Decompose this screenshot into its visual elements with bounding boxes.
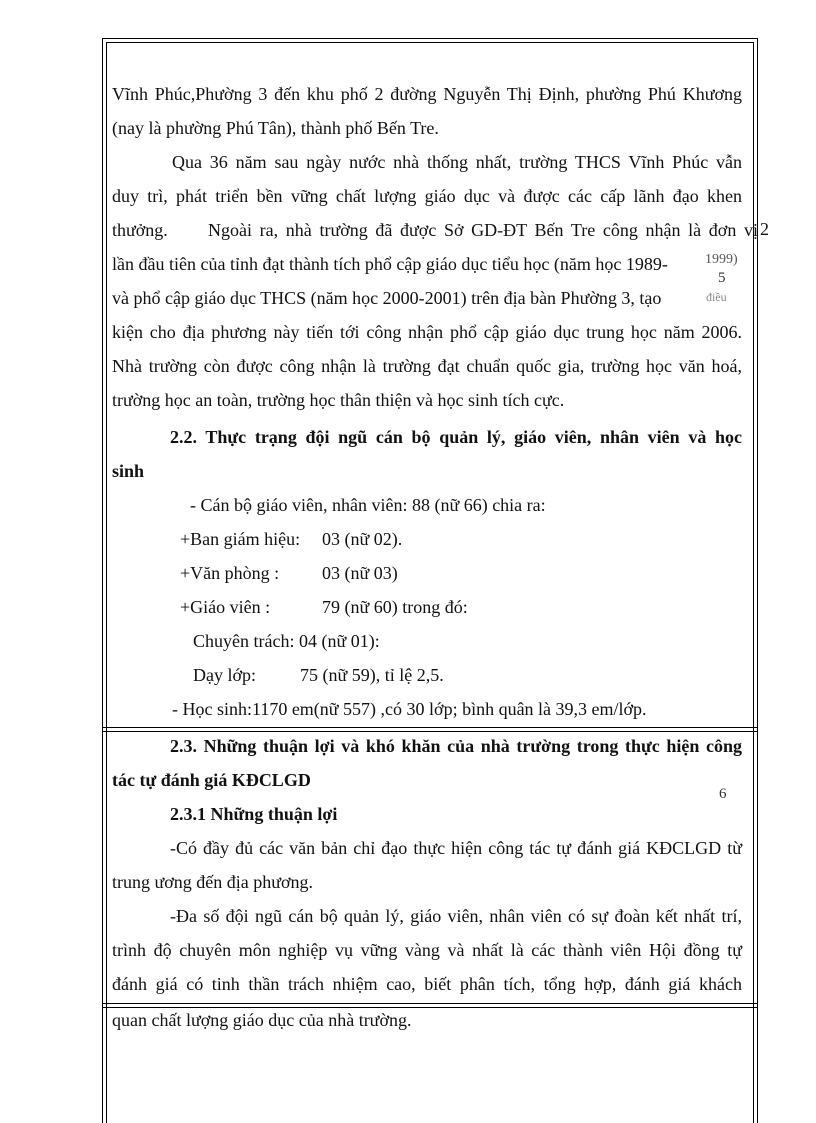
text-line: duy trì, phát triển bền vững chất lượng giáo dục và được các cấp lãnh đạo khen xyxy=(112,186,742,206)
text-line: -Có đầy đủ các văn bản chỉ đạo thực hiện công tác tự đánh giá KĐCLGD từ xyxy=(170,838,742,858)
text-line: Qua 36 năm sau ngày nước nhà thống nhất, trường THCS Vĩnh Phúc vẫn xyxy=(172,152,742,172)
text-line: Vĩnh Phúc,Phường 3 đến khu phố 2 đường Nguyễn Thị Định, phường Phú Khương xyxy=(112,84,742,104)
text-line: lần đầu tiên của tỉnh đạt thành tích phổ cập giáo dục tiểu học (năm học 1989- xyxy=(112,254,668,274)
section-heading: 2.2. Thực trạng đội ngũ cán bộ quản lý, giáo viên, nhân viên và học xyxy=(170,427,742,447)
section-divider xyxy=(102,727,758,728)
staff-label: +Văn phòng : xyxy=(180,563,280,583)
staff-label: +Giáo viên : xyxy=(180,597,271,617)
staff-label: Dạy lớp: xyxy=(193,665,257,685)
text-line: thưởng. xyxy=(112,220,168,240)
page-number: 6 xyxy=(719,786,727,802)
cut-text-marker: 2 xyxy=(760,219,769,239)
text-line: -Đa số đội ngũ cán bộ quản lý, giáo viên, nhân viên có sự đoàn kết nhất trí, xyxy=(170,906,742,926)
staff-value: 75 (nữ 59), tỉ lệ 2,5. xyxy=(300,665,444,685)
staff-value: 03 (nữ 03) xyxy=(322,563,398,583)
section-divider xyxy=(102,1007,758,1008)
sub-heading: 2.3.1 Những thuận lợi xyxy=(170,804,338,824)
section-divider xyxy=(102,1003,758,1004)
text-line: Chuyên trách: 04 (nữ 01): xyxy=(193,631,380,651)
text-line: - Học sinh:1170 em(nữ 557) ,có 30 lớp; bình quân là 39,3 em/lớp. xyxy=(172,699,647,719)
cut-text-marker: điều xyxy=(706,290,727,304)
text-line: Ngoài ra, nhà trường đã được Sở GD-ĐT Bến Tre công nhận là đơn vị xyxy=(208,220,758,240)
staff-value: 79 (nữ 60) trong đó: xyxy=(322,597,468,617)
section-divider xyxy=(102,731,758,732)
text-line: Nhà trường còn được công nhận là trường đạt chuẩn quốc gia, trường học văn hoá, xyxy=(112,356,742,376)
staff-label: +Ban giám hiệu: xyxy=(180,529,301,549)
text-line: trình độ chuyên môn nghiệp vụ vững vàng và nhất là các thành viên Hội đồng tự xyxy=(112,940,742,960)
text-line: - Cán bộ giáo viên, nhân viên: 88 (nữ 66) chia ra: xyxy=(190,495,546,515)
section-heading: tác tự đánh giá KĐCLGD xyxy=(112,770,311,790)
text-line: trung ương đến địa phương. xyxy=(112,872,314,892)
text-line: (nay là phường Phú Tân), thành phố Bến Tre. xyxy=(112,118,439,138)
text-line: trường học an toàn, trường học thân thiện và học sinh tích cực. xyxy=(112,390,565,410)
page-number: 5 xyxy=(718,270,726,286)
staff-value: 03 (nữ 02). xyxy=(322,529,403,549)
section-heading: sinh xyxy=(112,461,145,481)
text-line: đánh giá có tinh thần trách nhiệm cao, biết phân tích, tổng hợp, đánh giá khách xyxy=(112,974,742,994)
text-line: quan chất lượng giáo dục của nhà trường. xyxy=(112,1010,412,1030)
section-heading: 2.3. Những thuận lợi và khó khăn của nhà trường trong thực hiện công xyxy=(170,736,742,756)
text-line: kiện cho địa phương này tiến tới công nhận phổ cập giáo dục trung học năm 2006. xyxy=(112,322,742,342)
cut-text-marker: 1999) xyxy=(705,252,738,267)
text-line: và phổ cập giáo dục THCS (năm học 2000-2001) trên địa bàn Phường 3, tạo xyxy=(112,288,662,308)
